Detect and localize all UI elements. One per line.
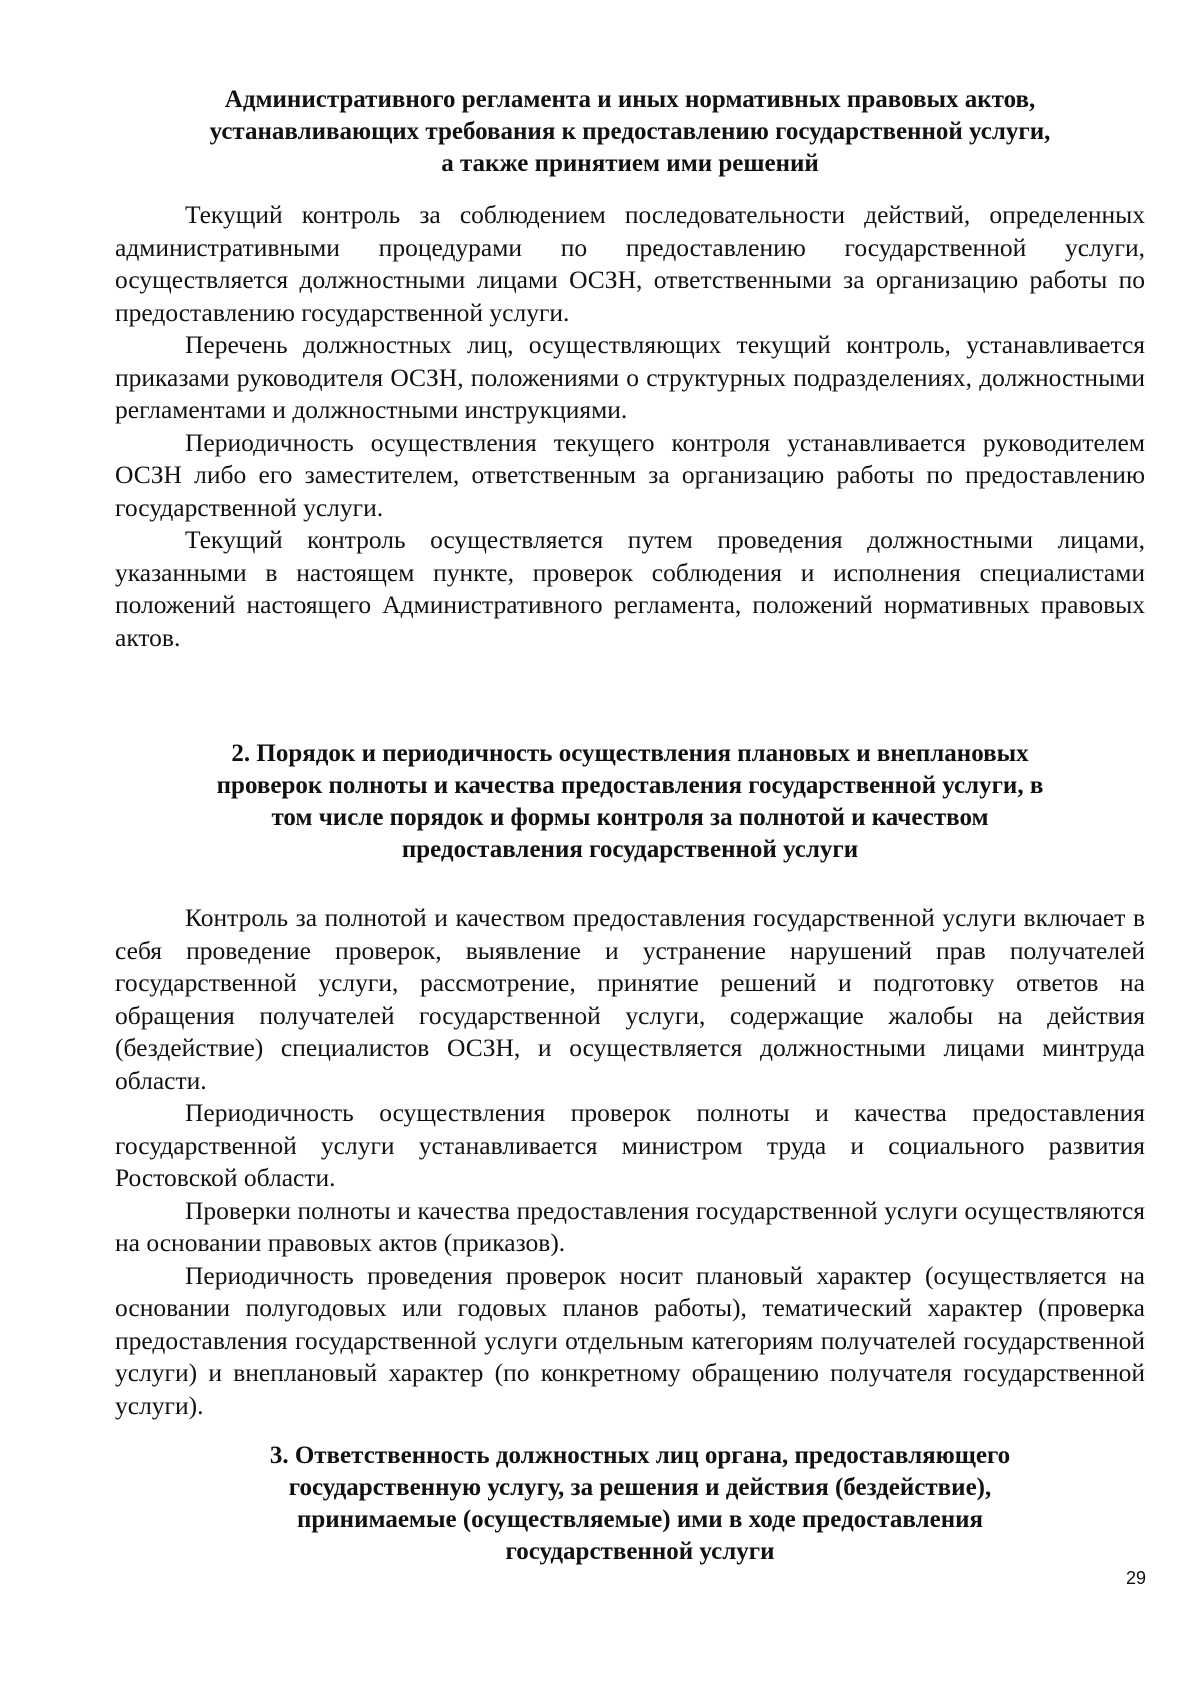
heading-line: а также принятием ими решений: [441, 150, 819, 177]
body-block-1: [115, 199, 1145, 654]
paragraph: Периодичность осуществления проверок полноты и качества предоставления государственной услуги устанавливается министром труда и социального развития Ростовской области.: [115, 1098, 1145, 1192]
section-2-heading: [170, 738, 1090, 866]
heading-line: принимаемые (осуществляемые) ими в ходе предоставления: [296, 1506, 984, 1533]
paragraph: Текущий контроль осуществляется путем проведения должностными лицами, указанными в настоящем пункте, проверок соблюдения и исполнения специалистами положений настоящего Административного регламента, положений нормативных правовых актов.: [115, 525, 1145, 652]
paragraph: Перечень должностных лиц, осуществляющих текущий контроль, устанавливается приказами руководителя ОСЗН, положениями о структурных подразделениях, должностными регламентами и должностными инструкциями.: [115, 330, 1145, 424]
heading-line: 3. Ответственность должностных лиц органа, предоставляющего: [269, 1442, 1011, 1469]
heading-line: 2. Порядок и периодичность осуществления плановых и внеплановых: [231, 740, 1029, 767]
paragraph: Проверки полноты и качества предоставления государственной услуги осуществляются на основании правовых актов (приказов).: [115, 1195, 1145, 1257]
body-block-2: [115, 902, 1145, 1422]
heading-line: проверок полноты и качества предоставления государственной услуги, в: [216, 772, 1044, 799]
heading-line: том числе порядок и формы контроля за полнотой и качеством: [271, 804, 989, 831]
paragraph: Текущий контроль за соблюдением последовательности действий, определенных административными процедурами по предоставлению государственной услуги, осуществляется должностными лицами ОСЗН, ответственными за организацию работы по предоставлению государственной услуги.: [115, 200, 1145, 327]
paragraph: Контроль за полнотой и качеством предоставления государственной услуги включает в себя проведение проверок, выявление и устранение нарушений прав получателей государственной услуги, рассмотрение, принятие решений и подготовку ответов на обращения получателей государственной услуги, содержащие жалобы на действия (бездействие) специалистов ОСЗН, и осуществляется должностными лицами минтруда области.: [115, 903, 1145, 1095]
page-number: 29: [1125, 1568, 1146, 1588]
paragraph: Периодичность проведения проверок носит плановый характер (осуществляется на основании полугодовых или годовых планов работы), тематический характер (проверка предоставления государственной услуги отдельным категориям получателей государственной услуги) и внеплановый характер (по конкретному обращению получателя государственной услуги).: [115, 1260, 1145, 1420]
heading-line: устанавливающих требования к предоставлению государственной услуги,: [209, 118, 1051, 145]
top-heading: [170, 84, 1090, 180]
heading-line: предоставления государственной услуги: [401, 836, 859, 863]
heading-line: государственную услугу, за решения и действия (бездействие),: [288, 1474, 992, 1501]
paragraph: Периодичность осуществления текущего контроля устанавливается руководителем ОСЗН либо его заместителем, ответственным за организацию работы по предоставлению государственной услуги.: [115, 427, 1145, 522]
section-3-heading: [200, 1440, 1080, 1568]
heading-line: государственной услуги: [505, 1538, 775, 1565]
heading-line: Административного регламента и иных нормативных правовых актов,: [224, 86, 1036, 113]
